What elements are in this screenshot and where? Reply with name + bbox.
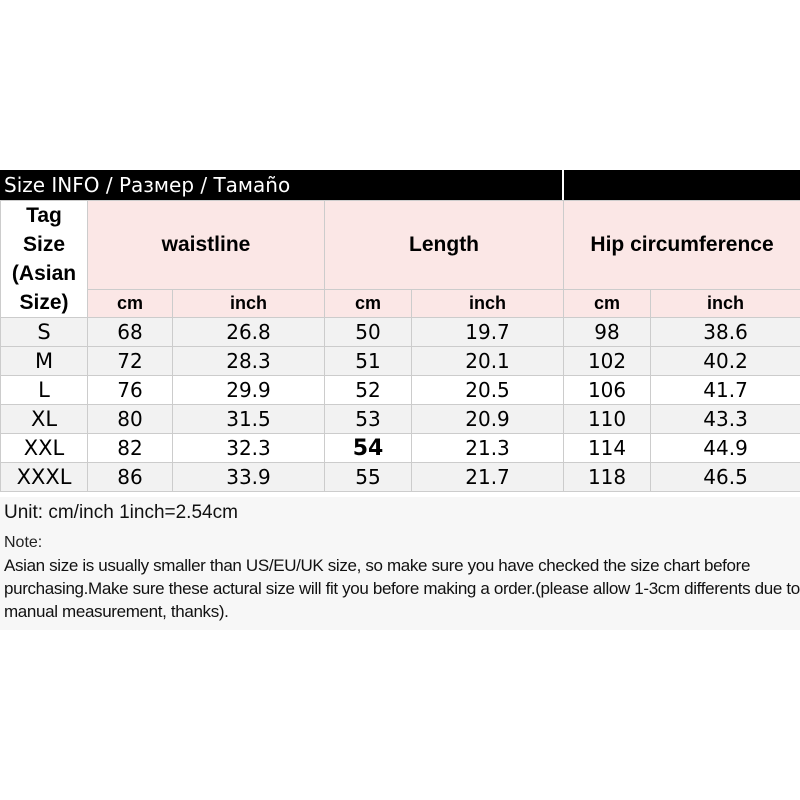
table-row — [1, 434, 800, 463]
waistline-header: waistline — [88, 201, 325, 290]
table-cell: 118 — [564, 463, 651, 492]
table-cell: 29.9 — [173, 376, 325, 405]
table-row — [1, 347, 800, 376]
table-cell: 51 — [325, 347, 412, 376]
table-cell: 38.6 — [651, 318, 800, 347]
table-row — [1, 376, 800, 405]
size-cell: S — [1, 318, 88, 347]
unit-header-cell: inch — [173, 290, 325, 318]
table-cell: 33.9 — [173, 463, 325, 492]
title-bar — [0, 170, 800, 200]
note-area — [0, 497, 800, 630]
table-cell: 26.8 — [173, 318, 325, 347]
note-label: Note: — [4, 534, 43, 551]
table-row — [1, 463, 800, 492]
unit-header-cell: cm — [88, 290, 173, 318]
group-header-row — [1, 201, 800, 290]
tag-header-line: Size) — [19, 291, 69, 314]
table-cell: 50 — [325, 318, 412, 347]
size-cell: L — [1, 376, 88, 405]
size-cell: XXL — [1, 434, 88, 463]
table-cell: 76 — [88, 376, 173, 405]
table-cell: 110 — [564, 405, 651, 434]
note-text: Asian size is usually smaller than US/EU/UK size, so make sure you have checked the size chart before purchasing.Make sure these actural size will fit you before making a order.(please allow 1-3cm differents due to manual measurement, thanks). — [4, 556, 800, 621]
table-cell: 54 — [325, 434, 412, 463]
tag-header-line: Tag — [26, 204, 62, 227]
unit-header-cell: inch — [651, 290, 800, 318]
tag-size-header — [1, 201, 88, 318]
unit-header-row — [1, 290, 800, 318]
table-cell: 32.3 — [173, 434, 325, 463]
table-cell: 46.5 — [651, 463, 800, 492]
table-cell: 40.2 — [651, 347, 800, 376]
table-cell: 31.5 — [173, 405, 325, 434]
table-cell: 114 — [564, 434, 651, 463]
table-cell: 80 — [88, 405, 173, 434]
length-header: Length — [325, 201, 564, 290]
table-cell: 44.9 — [651, 434, 800, 463]
size-cell: XL — [1, 405, 88, 434]
table-cell: 21.7 — [412, 463, 564, 492]
title-divider — [562, 170, 564, 200]
table-row — [1, 405, 800, 434]
table-cell: 21.3 — [412, 434, 564, 463]
table-cell: 20.5 — [412, 376, 564, 405]
table-cell: 68 — [88, 318, 173, 347]
size-cell: XXXL — [1, 463, 88, 492]
table-cell: 102 — [564, 347, 651, 376]
hip-circumference-header: Hip circumference — [564, 201, 800, 290]
table-cell: 43.3 — [651, 405, 800, 434]
table-cell: 20.1 — [412, 347, 564, 376]
table-row — [1, 318, 800, 347]
unit-conversion-note: Unit: cm/inch 1inch=2.54cm — [4, 502, 238, 523]
size-info-title: Size INFO / Размер / Тамаño — [4, 173, 291, 197]
unit-header-cell: cm — [564, 290, 651, 318]
table-cell: 20.9 — [412, 405, 564, 434]
table-cell: 53 — [325, 405, 412, 434]
table-cell: 82 — [88, 434, 173, 463]
unit-header-cell: inch — [412, 290, 564, 318]
table-cell: 72 — [88, 347, 173, 376]
table-cell: 98 — [564, 318, 651, 347]
table-cell: 28.3 — [173, 347, 325, 376]
tag-header-line: (Asian — [11, 262, 77, 285]
table-cell: 106 — [564, 376, 651, 405]
table-cell: 52 — [325, 376, 412, 405]
size-chart-table — [0, 200, 800, 492]
table-cell: 41.7 — [651, 376, 800, 405]
size-cell: M — [1, 347, 88, 376]
table-cell: 19.7 — [412, 318, 564, 347]
tag-header-line: Size — [22, 233, 66, 256]
table-cell: 86 — [88, 463, 173, 492]
unit-header-cell: cm — [325, 290, 412, 318]
table-cell: 55 — [325, 463, 412, 492]
